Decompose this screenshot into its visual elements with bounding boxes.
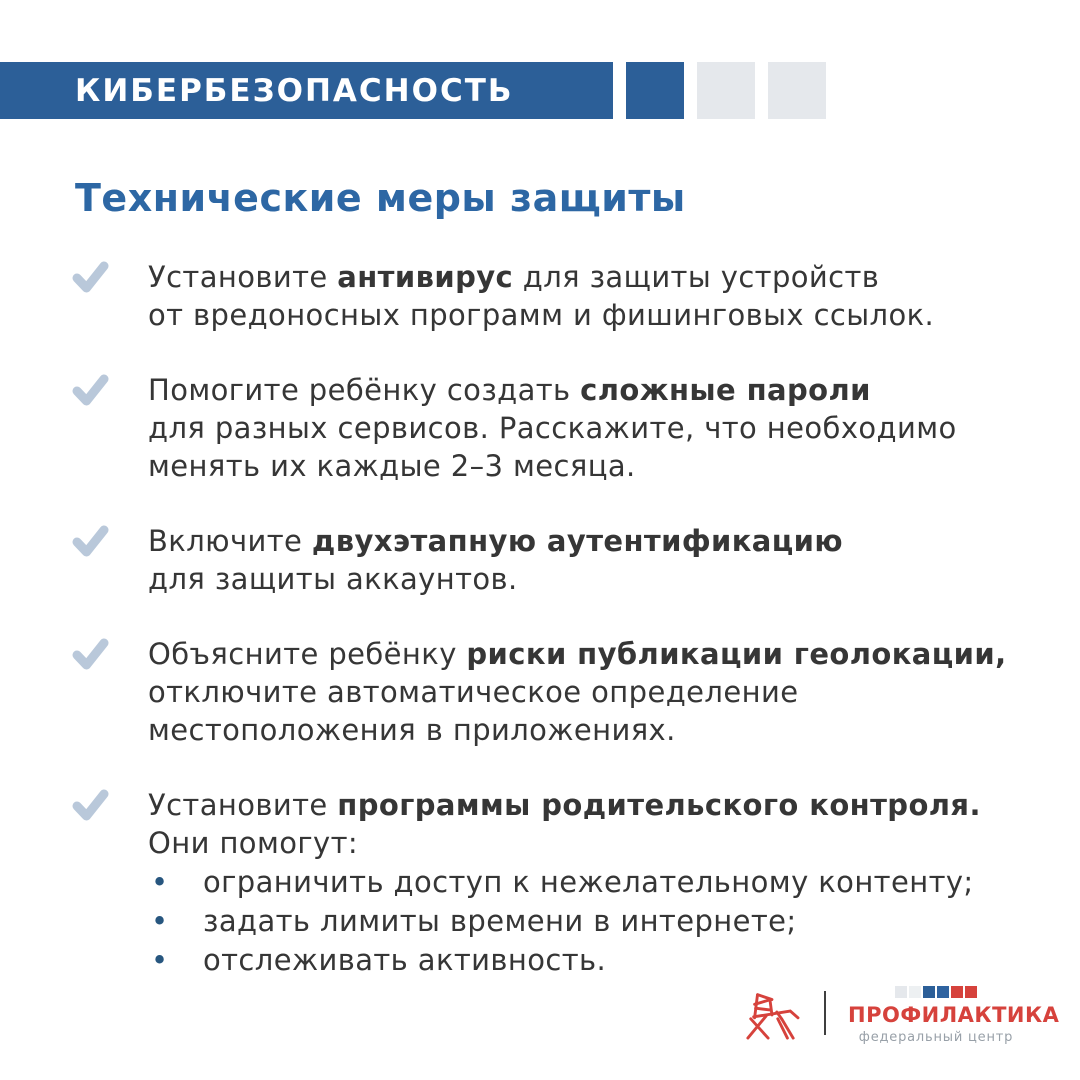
text-line <box>148 258 934 296</box>
text-line <box>148 371 957 409</box>
text-line <box>148 824 981 862</box>
checklist-item-text <box>148 786 981 979</box>
plain-text: для разных сервисов. Расскажите, что необходимо <box>148 411 957 445</box>
bullet-dot-icon: • <box>151 904 169 938</box>
text-line <box>148 786 981 824</box>
checklist-item-text <box>148 371 957 485</box>
flag-square <box>895 986 907 998</box>
banner-decor-square <box>697 62 755 119</box>
emphasis-text: программы родительского контроля. <box>337 788 981 822</box>
checkmark-icon <box>72 258 148 334</box>
sub-bullet-text: задать лимиты времени в интернете; <box>203 904 797 938</box>
text-line <box>148 447 957 485</box>
checkmark-icon <box>72 786 148 979</box>
text-line <box>148 711 1007 749</box>
sub-bullet-text: ограничить доступ к нежелательному контенту; <box>203 865 974 899</box>
banner-decor-square <box>768 62 826 119</box>
checkmark-icon <box>72 635 148 749</box>
text-line <box>148 560 843 598</box>
plain-text: Установите <box>148 260 338 294</box>
checklist <box>72 258 1037 1016</box>
plain-text: менять их каждые 2–3 месяца. <box>148 449 636 483</box>
sub-bullet-text: отслеживать активность. <box>203 943 607 977</box>
plain-text: Помогите ребёнку создать <box>148 373 581 407</box>
plain-text: местоположения в приложениях. <box>148 713 676 747</box>
checklist-item <box>72 258 1037 334</box>
header-ribbon <box>0 62 826 119</box>
flag-square <box>951 986 963 998</box>
emphasis-text: сложные пароли <box>580 373 871 407</box>
plain-text: для защиты аккаунтов. <box>148 562 518 596</box>
checklist-item-text <box>148 635 1007 749</box>
plain-text: отключите автоматическое определение <box>148 675 799 709</box>
sub-bullet-item <box>148 863 981 901</box>
banner-decor-squares <box>613 62 826 119</box>
bullet-dot-icon: • <box>151 865 169 899</box>
checklist-item-text <box>148 522 843 598</box>
flag-square <box>909 986 921 998</box>
page-title: Технические меры защиты <box>75 176 686 220</box>
footer-brand-area <box>742 986 1060 1045</box>
checklist-item-text <box>148 258 934 334</box>
emphasis-text: риски публикации геолокации, <box>466 637 1007 671</box>
banner-decor-square <box>626 62 684 119</box>
flag-square <box>923 986 935 998</box>
brand-subtitle: федеральный центр <box>858 1030 1014 1045</box>
plain-text: Объясните ребёнку <box>148 637 467 671</box>
plain-text: Установите <box>148 788 338 822</box>
footer-divider <box>824 991 826 1035</box>
sub-bullet-item <box>148 902 981 940</box>
emphasis-text: двухэтапную аутентификацию <box>311 524 843 558</box>
checkmark-icon <box>72 522 148 598</box>
checkmark-icon <box>72 371 148 485</box>
plain-text: Они помогут: <box>148 826 359 860</box>
flag-square <box>937 986 949 998</box>
flag-square <box>965 986 977 998</box>
banner <box>0 62 613 119</box>
text-line <box>148 635 1007 673</box>
text-line <box>148 673 1007 711</box>
text-line <box>148 409 957 447</box>
brand-mark-icon <box>742 986 800 1044</box>
flag-squares <box>848 986 1024 998</box>
checklist-item <box>72 371 1037 485</box>
brand-name: ПРОФИЛАКТИКА <box>848 1003 1060 1027</box>
checklist-item <box>72 635 1037 749</box>
plain-text: от вредоносных программ и фишинговых ссылок. <box>148 298 935 332</box>
brand-block <box>848 986 1060 1045</box>
text-line <box>148 522 843 560</box>
bullet-dot-icon: • <box>151 943 169 977</box>
text-line <box>148 296 934 334</box>
banner-label: КИБЕРБЕЗОПАСНОСТЬ <box>75 72 514 109</box>
checklist-item <box>72 522 1037 598</box>
sub-bullet-item <box>148 941 981 979</box>
plain-text: для защиты устройств <box>513 260 880 294</box>
emphasis-text: антивирус <box>337 260 514 294</box>
checklist-item <box>72 786 1037 979</box>
plain-text: Включите <box>148 524 312 558</box>
